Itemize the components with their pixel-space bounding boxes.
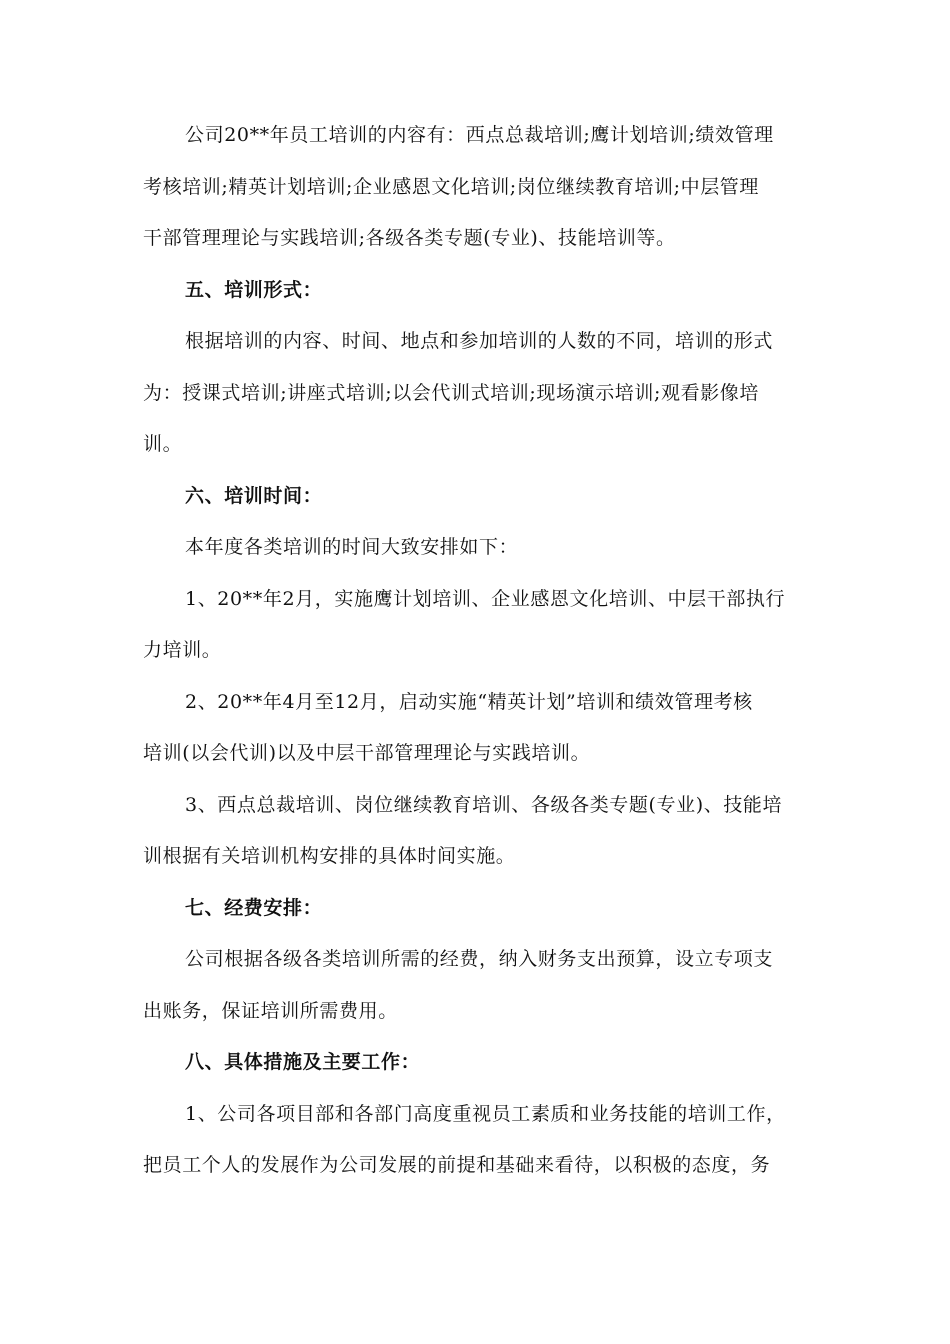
text-line: 训根据有关培训机构安排的具体时间实施。 xyxy=(143,845,516,867)
text-line: 公司根据各级各类培训所需的经费，纳入财务支出预算，设立专项支 xyxy=(185,948,774,970)
text-line: 3、西点总裁培训、岗位继续教育培训、各级各类专题(专业)、技能培 xyxy=(185,793,783,816)
section-heading: 六、培训时间： xyxy=(185,484,323,507)
text-line: 为：授课式培训;讲座式培训;以会代训式培训;现场演示培训;观看影像培 xyxy=(143,381,760,404)
text-line: 训。 xyxy=(143,433,183,455)
section-heading: 七、经费安排： xyxy=(185,896,323,919)
text-line: 公司20**年员工培训的内容有：西点总裁培训;鹰计划培训;绩效管理 xyxy=(185,124,774,146)
text-line: 把员工个人的发展作为公司发展的前提和基础来看待，以积极的态度，务 xyxy=(143,1154,771,1176)
text-line: 1、公司各项目部和各部门高度重视员工素质和业务技能的培训工作， xyxy=(185,1102,786,1125)
document-body xyxy=(143,110,807,1192)
text-line: 干部管理理论与实践培训;各级各类专题(专业)、技能培训等。 xyxy=(143,227,676,249)
text-line: 2、20**年4月至12月，启动实施“精英计划”培训和绩效管理考核 xyxy=(185,690,753,713)
section-heading: 八、具体措施及主要工作： xyxy=(185,1051,421,1073)
section-heading: 五、培训形式： xyxy=(185,278,323,301)
text-line: 1、20**年2月，实施鹰计划培训、企业感恩文化培训、中层干部执行 xyxy=(185,587,786,610)
text-line: 培训(以会代训)以及中层干部管理理论与实践培训。 xyxy=(143,742,591,764)
text-line: 本年度各类培训的时间大致安排如下： xyxy=(185,536,519,558)
text-line: 力培训。 xyxy=(143,639,222,661)
text-line: 考核培训;精英计划培训;企业感恩文化培训;岗位继续教育培训;中层管理 xyxy=(143,175,760,198)
text-line: 根据培训的内容、时间、地点和参加培训的人数的不同，培训的形式 xyxy=(185,330,774,352)
text-line: 出账务，保证培训所需费用。 xyxy=(143,999,398,1022)
